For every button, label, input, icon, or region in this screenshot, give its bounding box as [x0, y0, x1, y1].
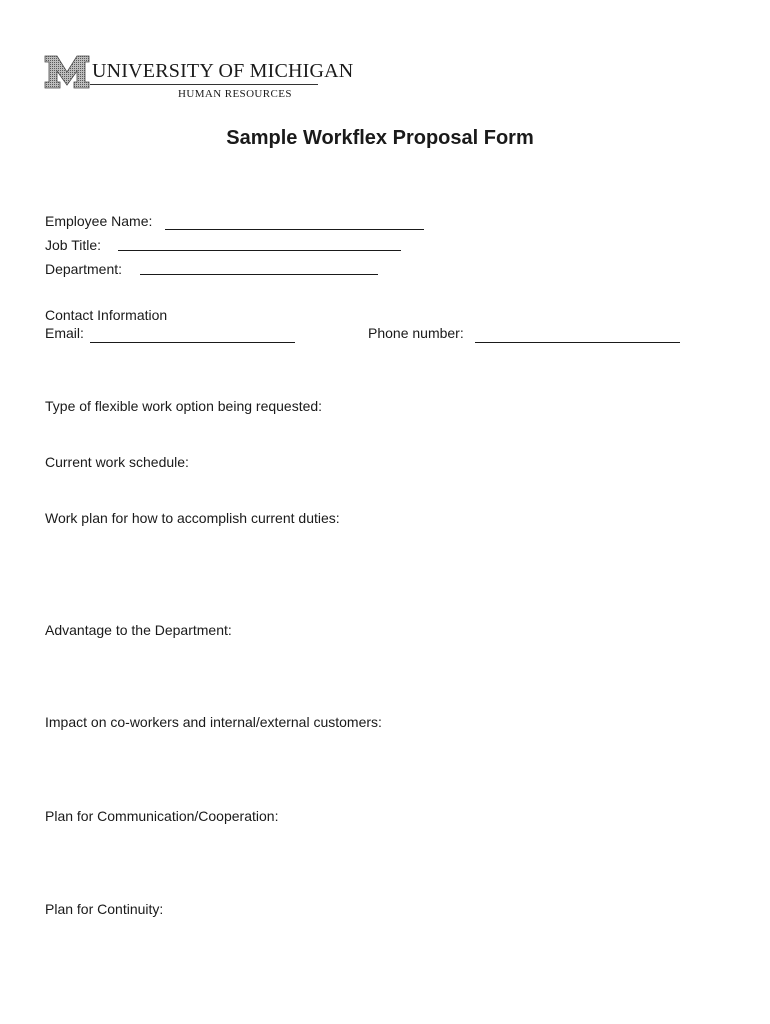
- form-title: Sample Workflex Proposal Form: [226, 127, 534, 149]
- department-field[interactable]: [140, 274, 378, 275]
- job-title-field[interactable]: [118, 250, 401, 251]
- phone-label: Phone number:: [368, 325, 464, 341]
- department-label: Department:: [45, 261, 123, 277]
- continuity-question: Plan for Continuity:: [45, 901, 164, 917]
- work-plan-question: Work plan for how to accomplish current duties:: [45, 510, 340, 526]
- letterhead: [44, 50, 354, 110]
- option-type-question: Type of flexible work option being requested:: [45, 398, 323, 414]
- department-name: HUMAN RESOURCES: [178, 88, 292, 100]
- current-schedule-question: Current work schedule:: [45, 454, 189, 470]
- university-name: UNIVERSITY OF MICHIGAN: [92, 60, 354, 82]
- block-m-logo-icon: [44, 54, 90, 90]
- employee-name-field[interactable]: [165, 229, 424, 230]
- contact-information-heading: Contact Information: [45, 307, 168, 323]
- letterhead-rule: [90, 84, 318, 85]
- communication-question: Plan for Communication/Cooperation:: [45, 808, 279, 824]
- email-field[interactable]: [90, 342, 295, 343]
- advantage-question: Advantage to the Department:: [45, 622, 232, 638]
- impact-question: Impact on co-workers and internal/external customers:: [45, 714, 382, 730]
- phone-field[interactable]: [475, 342, 680, 343]
- job-title-label: Job Title:: [45, 237, 102, 253]
- email-label: Email:: [45, 325, 84, 341]
- employee-name-label: Employee Name:: [45, 213, 153, 229]
